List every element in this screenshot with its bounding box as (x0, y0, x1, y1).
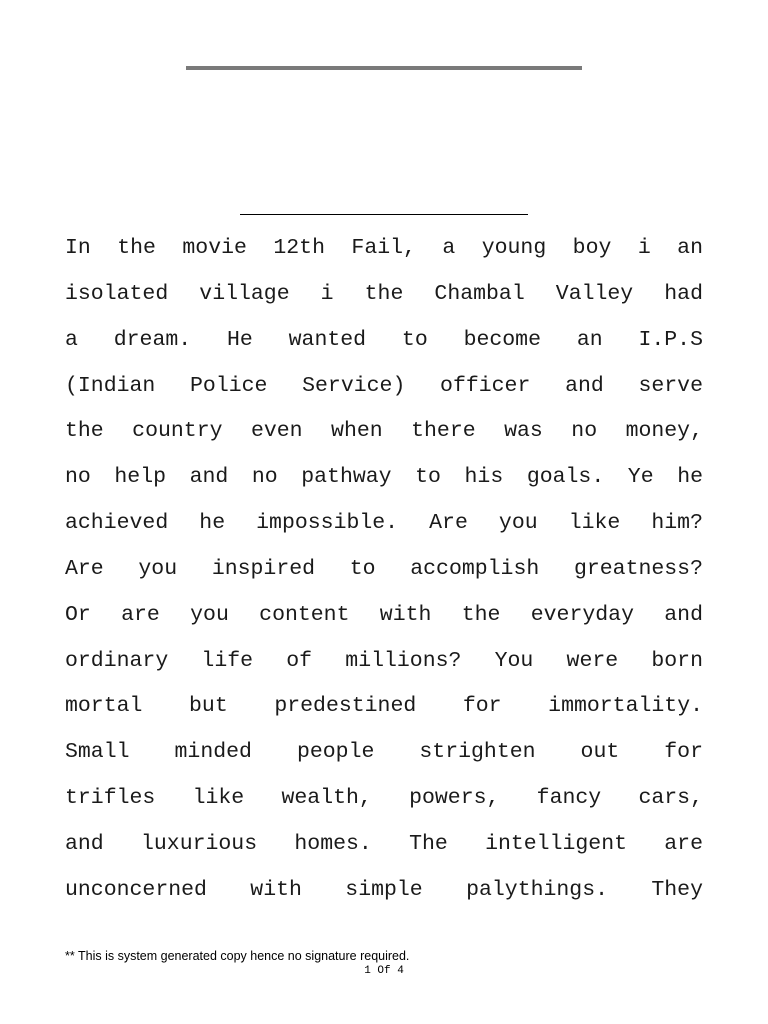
body-line: isolated village i the Chambal Valley had (65, 281, 703, 306)
body-line: Or are you content with the everyday and (65, 602, 703, 627)
body-line: and luxurious homes. The intelligent are (65, 831, 703, 856)
body-line: achieved he impossible. Are you like him? (65, 511, 703, 536)
body-line: trifles like wealth, powers, fancy cars, (65, 786, 703, 811)
body-line: mortal but predestined for immortality. (65, 694, 703, 719)
body-line: no help and no pathway to his goals. Ye he (65, 465, 703, 490)
body-line: Are you inspired to accomplish greatness? (65, 556, 703, 581)
footer-note: ** This is system generated copy hence no signature required. (65, 949, 410, 963)
body-line: (Indian Police Service) officer and serve (65, 373, 703, 398)
body-line: a dream. He wanted to become an I.P.S (65, 327, 703, 352)
title-underline (240, 214, 528, 215)
body-line: the country even when there was no money, (65, 419, 703, 444)
header-rule (186, 66, 582, 70)
body-paragraph (65, 226, 703, 914)
body-line: unconcerned with simple palythings. They (65, 877, 703, 902)
body-line: Small minded people strighten out for (65, 740, 703, 765)
body-line: ordinary life of millions? You were born (65, 648, 703, 673)
body-line: In the movie 12th Fail, a young boy i an (65, 236, 703, 260)
page-number: 1 Of 4 (364, 965, 404, 977)
